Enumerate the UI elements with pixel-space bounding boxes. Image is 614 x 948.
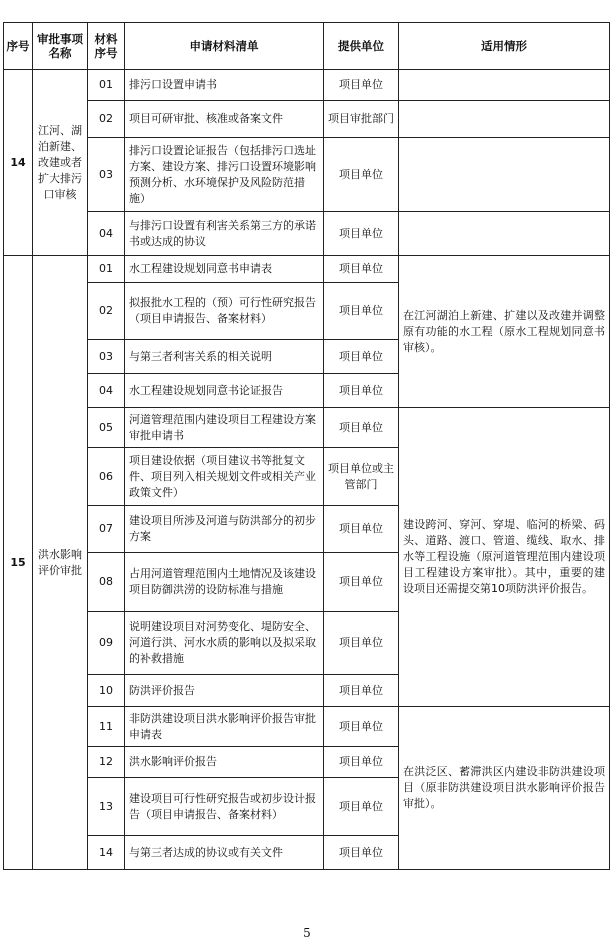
page-number: 5 [303, 926, 311, 940]
material-name: 与排污口设置有利害关系第三方的承诺书或达成的协议 [125, 212, 324, 256]
material-name: 建设项目可行性研究报告或初步设计报告（项目申请报告、备案材料） [125, 778, 324, 836]
material-name: 建设项目所涉及河道与防洪部分的初步方案 [125, 506, 324, 553]
material-name: 占用河道管理范围内土地情况及该建设项目防御洪涝的设防标准与措施 [125, 553, 324, 612]
provider: 项目单位 [324, 138, 399, 212]
scope-cell: 在洪泛区、蓄滞洪区内建设非防洪建设项目（原非防洪建设项目洪水影响评价报告审批）。 [399, 707, 610, 870]
material-seq: 08 [88, 553, 125, 612]
material-name: 水工程建设规划同意书申请表 [125, 256, 324, 283]
material-seq: 01 [88, 70, 125, 101]
provider: 项目单位 [324, 675, 399, 707]
table-row [4, 256, 610, 283]
material-name: 说明建设项目对河势变化、堤防安全、河道行洪、河水水质的影响以及拟采取的补救措施 [125, 612, 324, 675]
provider: 项目单位 [324, 374, 399, 408]
group-name: 洪水影响评价审批 [33, 256, 88, 870]
header-provider: 提供单位 [324, 23, 399, 70]
material-seq: 10 [88, 675, 125, 707]
material-seq: 06 [88, 448, 125, 506]
material-seq: 11 [88, 707, 125, 747]
provider: 项目单位 [324, 747, 399, 778]
materials-table [3, 22, 610, 870]
scope-cell [399, 138, 610, 212]
table-row [4, 408, 610, 448]
provider: 项目单位 [324, 707, 399, 747]
provider: 项目单位 [324, 612, 399, 675]
provider: 项目单位 [324, 553, 399, 612]
material-seq: 02 [88, 283, 125, 340]
material-seq: 04 [88, 212, 125, 256]
provider: 项目审批部门 [324, 101, 399, 138]
provider: 项目单位或主管部门 [324, 448, 399, 506]
material-seq: 03 [88, 340, 125, 374]
material-seq: 09 [88, 612, 125, 675]
material-name: 水工程建设规划同意书论证报告 [125, 374, 324, 408]
header-no: 序号 [4, 23, 33, 70]
provider: 项目单位 [324, 283, 399, 340]
group-number: 15 [4, 256, 33, 870]
material-seq: 12 [88, 747, 125, 778]
header-scope: 适用情形 [399, 23, 610, 70]
provider: 项目单位 [324, 340, 399, 374]
table-row [4, 70, 610, 101]
material-name: 防洪评价报告 [125, 675, 324, 707]
material-name: 拟报批水工程的（预）可行性研究报告（项目申请报告、备案材料） [125, 283, 324, 340]
provider: 项目单位 [324, 212, 399, 256]
material-seq: 07 [88, 506, 125, 553]
table-row [4, 212, 610, 256]
material-name: 排污口设置申请书 [125, 70, 324, 101]
provider: 项目单位 [324, 506, 399, 553]
scope-cell [399, 70, 610, 101]
material-seq: 05 [88, 408, 125, 448]
scope-cell: 在江河湖泊上新建、扩建以及改建并调整原有功能的水工程（原水工程规划同意书审核）。 [399, 256, 610, 408]
header-item-name: 审批事项名称 [33, 23, 88, 70]
material-name: 排污口设置论证报告（包括排污口选址方案、建设方案、排污口设置环境影响预测分析、水环境保护及风险防范措施） [125, 138, 324, 212]
table-row [4, 101, 610, 138]
provider: 项目单位 [324, 256, 399, 283]
material-name: 项目建设依据（项目建议书等批复文件、项目列入相关规划文件或相关产业政策文件） [125, 448, 324, 506]
header-row [4, 23, 610, 70]
scope-cell [399, 212, 610, 256]
material-seq: 03 [88, 138, 125, 212]
scope-cell: 建设跨河、穿河、穿堤、临河的桥梁、码头、道路、渡口、管道、缆线、取水、排水等工程设施（原河道管理范围内建设项目工程建设方案审批）。其中，重要的建设项目还需提交第10项防洪评价报告。 [399, 408, 610, 707]
group-number: 14 [4, 70, 33, 256]
material-seq: 02 [88, 101, 125, 138]
material-seq: 01 [88, 256, 125, 283]
provider: 项目单位 [324, 70, 399, 101]
provider: 项目单位 [324, 778, 399, 836]
material-seq: 04 [88, 374, 125, 408]
table-row [4, 138, 610, 212]
group-name: 江河、湖泊新建、改建或者扩大排污口审核 [33, 70, 88, 256]
material-name: 项目可研审批、核准或备案文件 [125, 101, 324, 138]
material-name: 非防洪建设项目洪水影响评价报告审批申请表 [125, 707, 324, 747]
material-name: 洪水影响评价报告 [125, 747, 324, 778]
table-row [4, 707, 610, 747]
header-material-seq: 材料序号 [88, 23, 125, 70]
material-seq: 14 [88, 836, 125, 870]
provider: 项目单位 [324, 836, 399, 870]
material-name: 与第三者达成的协议或有关文件 [125, 836, 324, 870]
material-name: 与第三者利害关系的相关说明 [125, 340, 324, 374]
material-name: 河道管理范围内建设项目工程建设方案审批申请书 [125, 408, 324, 448]
material-seq: 13 [88, 778, 125, 836]
scope-cell [399, 101, 610, 138]
provider: 项目单位 [324, 408, 399, 448]
header-material-list: 申请材料清单 [125, 23, 324, 70]
